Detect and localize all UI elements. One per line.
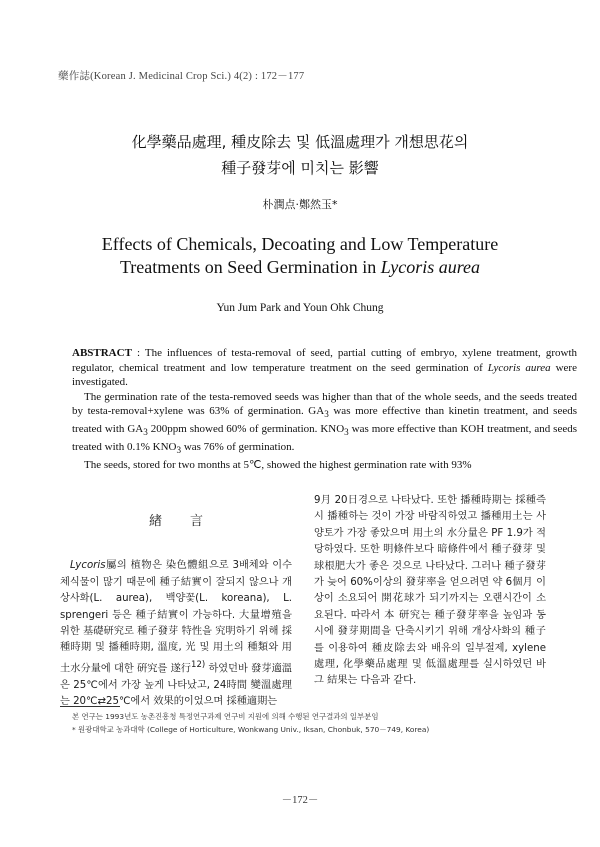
- abstract-p1-end: were investigated.: [72, 361, 577, 389]
- abstract-p2-sub-3: 3: [344, 427, 349, 438]
- abstract-p1-text: The influences of testa-removal of seed, partial cutting of embryo, xylene treatment, growth regulator, chemical treatment and low temperature treatment on the seed germination of: [72, 347, 578, 374]
- footnote-divider: [60, 706, 120, 707]
- genus-name: Lycoris: [70, 560, 106, 572]
- footnotes: [72, 711, 582, 736]
- abstract-p2-b: was more effective than kinetin treatment, and seeds treated with GA: [72, 405, 577, 436]
- korean-title-line-1: 化學藥品處理, 種皮除去 및 低溫處理가 개想思花의: [131, 133, 469, 151]
- abstract-p2-sub-4: 3: [176, 445, 182, 456]
- abstract-p2-a: The germination rate of the testa-removed seeds was higher than that of the whole seeds, and the seeds treated by testa-removal+xylene was 63% of germination. GA: [72, 390, 577, 418]
- footnote-2: * 원광대학교 농과대학 (College of Horticulture, Wonkwang Univ., Iksan, Chonbuk, 570－749, Korea): [72, 724, 430, 734]
- page-number: －172－: [281, 795, 319, 806]
- english-authors: Yun Jum Park and Youn Ohk Chung: [216, 302, 384, 314]
- abstract-separator: :: [131, 347, 145, 359]
- english-title-line-2-text: Treatments on Seed Germination in: [119, 257, 381, 277]
- english-title-line-1: Effects of Chemicals, Decoating and Low Temperature: [101, 234, 499, 254]
- abstract-paragraph-1: [72, 346, 577, 390]
- body-column-right: [314, 493, 546, 690]
- journal-header: 藥作誌(Korean J. Medicinal Crop Sci.) 4(2) : 172－177: [58, 71, 305, 82]
- abstract-paragraph-2: [72, 390, 577, 458]
- abstract: [72, 346, 577, 472]
- abstract-p2-sub-2: 3: [143, 427, 148, 438]
- body-left-text: 屬의 植物은 染色體組으로 3배체와 이수체식물이 많기 때문에 種子結實이 잘되지 않으나 개상사화(L. aurea), 백양꽃(L. koreana), L. sprengeri 등은 種子結實이 가능하다. 大量增殖을 위한 基礎研究로 種子發芽 特性을 究明하기 위해 採種時期 및 播種時期, 溫度, 光 및 用土의 種類와 用土水分量에 대한 硏究를 遂行: [60, 560, 292, 675]
- abstract-paragraph-3: The seeds, stored for two months at 5℃, showed the highest germination rate with 93%: [84, 458, 472, 471]
- abstract-p2-sub-1: 3: [324, 409, 329, 420]
- body-column-left: [60, 496, 292, 710]
- korean-authors: 朴潤点·鄭然玉*: [262, 198, 338, 211]
- body-right-paragraph: 9月 20日경으로 나타났다. 또한 播種時期는 採種즉시 播種하는 것이 가장 바람직하였고 播種用土는 사양토가 가장 좋았으며 用土의 水分量은 PF 1.9가 적당하였다. 또한 明條件보다 暗條件에서 種子發芽 및 球根肥大가 좋은 것으로 나타났다. 그러나 種子發芽가 늦어 60%이상의 發芽率을 얻으려면 약 6個月 이상이 소요되어 開花球가 되기까지는 오랜시간이 소요된다. 따라서 本 研究는 種子發芽率을 높임과 동시에 發芽期間을 단축시키기 위해 개상사화의 種子를 이용하여 種皮除去와 배유의 일부절제, xylene處理, 化學藥品處理 및 低溫處理를 실시하였던 바 그 結果는 다음과 같다.: [314, 495, 546, 687]
- footnote-1: 본 연구는 1993년도 농촌진흥청 특정연구과제 연구비 지원에 의해 수행된 연구결과의 일부분임: [72, 712, 379, 721]
- abstract-p2-e: was 76% of germination.: [181, 440, 295, 453]
- english-title-species: Lycoris aurea: [380, 257, 481, 277]
- english-title-line-2: [0, 257, 600, 278]
- reference-marker: 12): [191, 659, 206, 670]
- abstract-label: ABSTRACT: [72, 347, 132, 359]
- body-left-paragraph: [60, 558, 292, 710]
- korean-title-line-2: 種子發芽에 미치는 影響: [221, 159, 379, 177]
- abstract-p1-species: Lycoris aurea: [487, 361, 551, 374]
- section-heading-introduction: 緖言: [148, 514, 231, 529]
- body-left-text-end: 하였던바 發芽適溫은 25℃에서 가장 높게 나타났고, 24時間 變溫處理는 20℃⇄25℃에서 效果的이었으며 採種適期는: [60, 663, 292, 708]
- abstract-p2-d: was more effective than KOH treatment, and seeds treated with 0.1% KNO: [72, 423, 577, 453]
- abstract-p2-c: 200ppm showed 60% of germination. KNO: [147, 423, 345, 436]
